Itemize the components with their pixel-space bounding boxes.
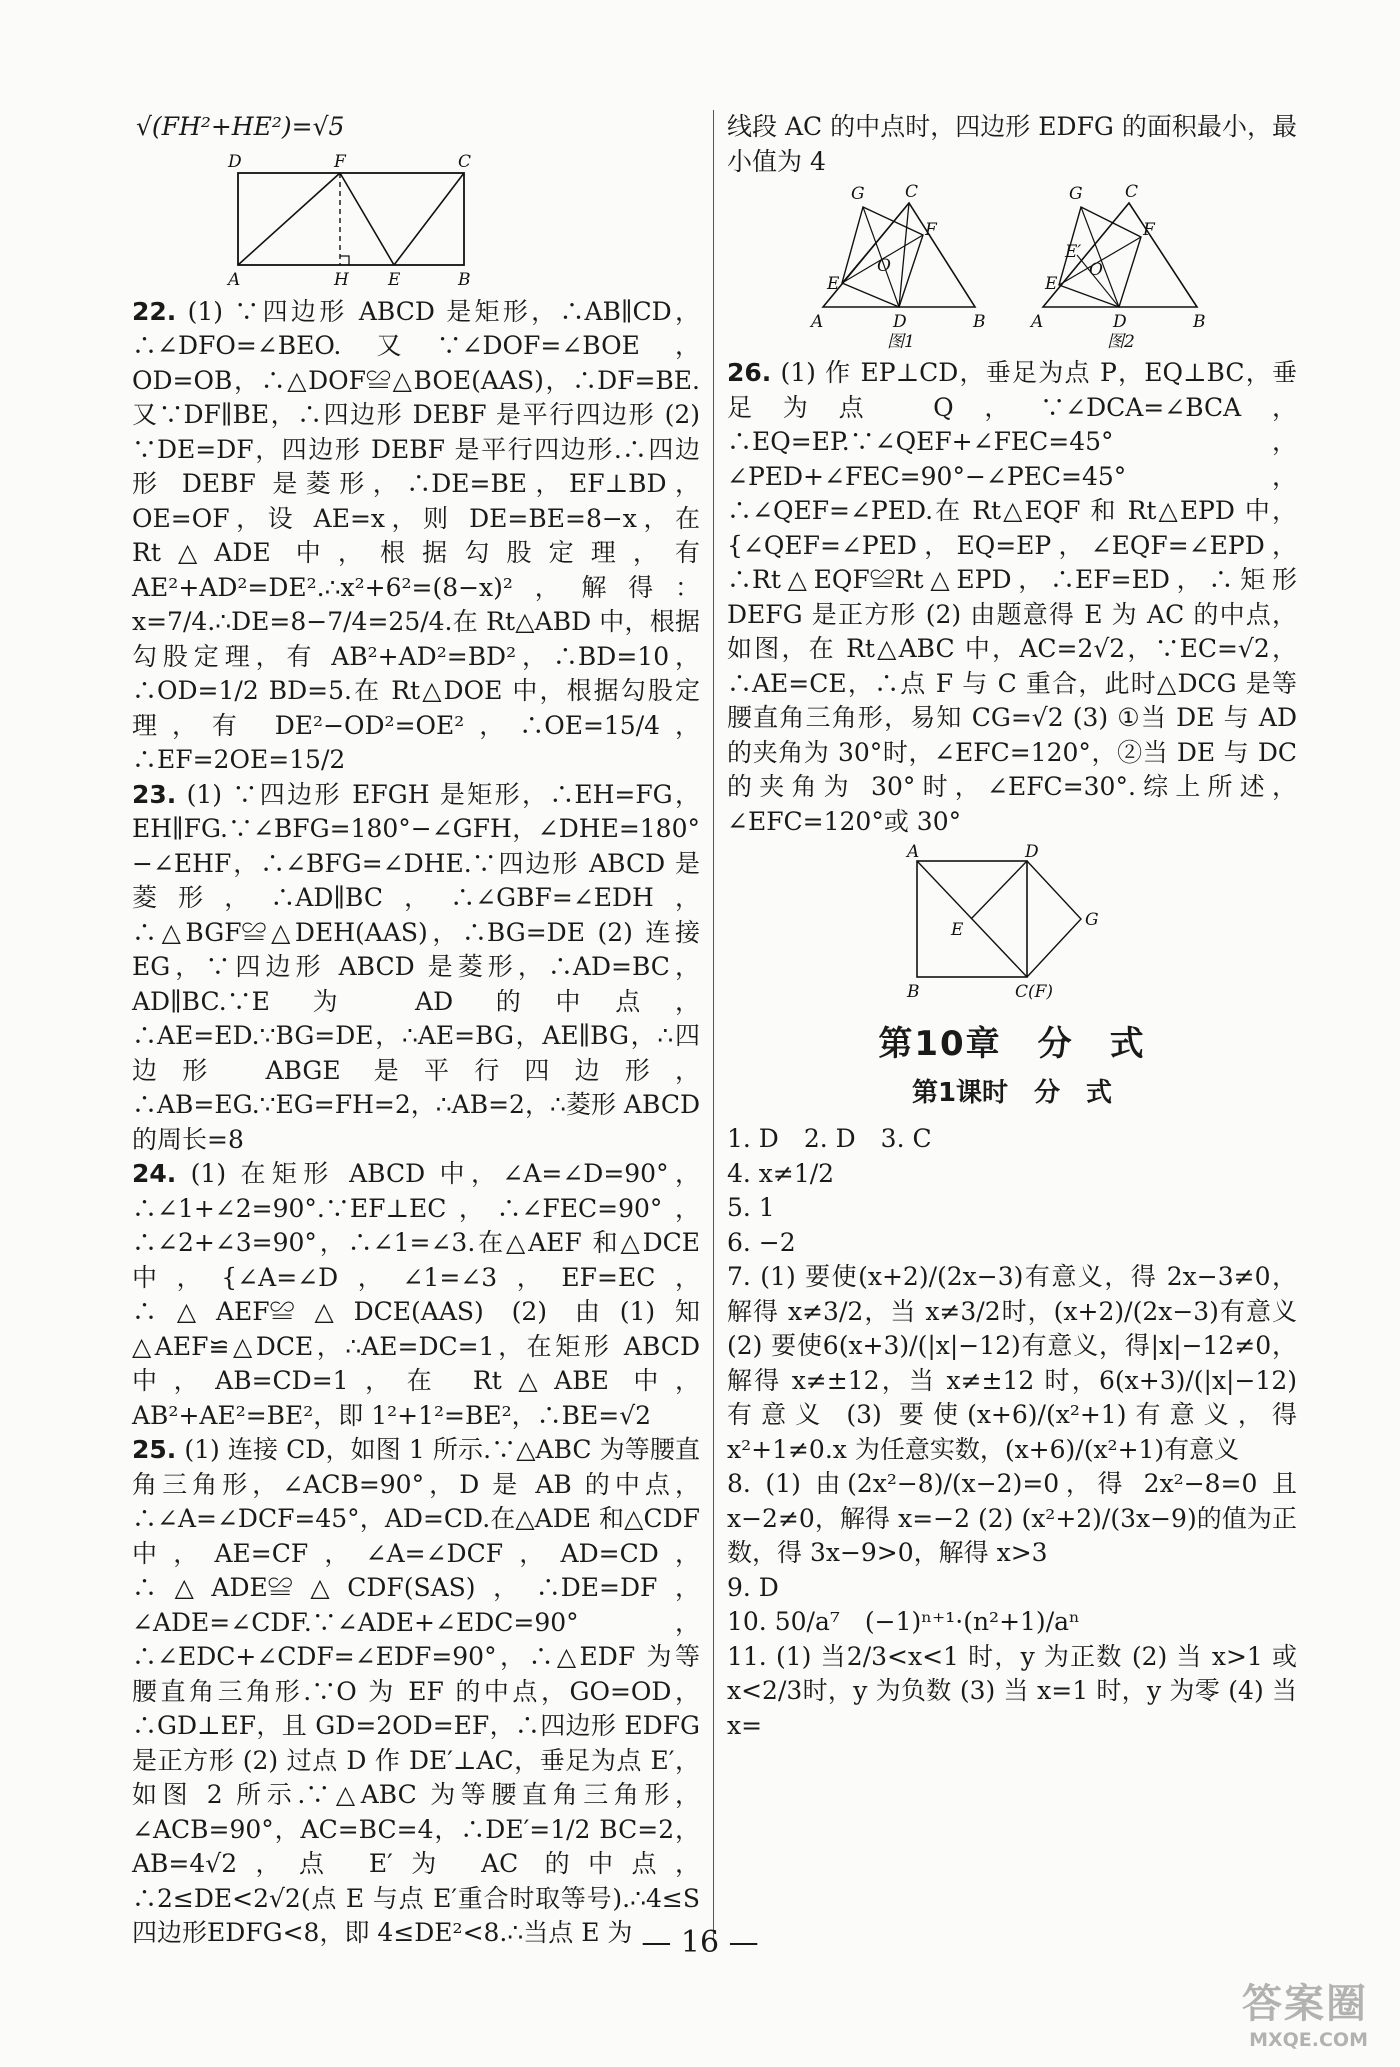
fig2-label-E-prime: E′ [1065,242,1082,262]
top-formula: √(FH²+HE²)=√5 [136,112,345,141]
answer-9: 9. D [727,1572,779,1602]
fig1-label-G: G [851,184,865,204]
right-column [727,110,1297,1743]
left-column [132,110,700,1951]
fig2-label-D: D [1113,312,1127,332]
fig3-label-G: G [1085,910,1099,930]
problem-23: 23. (1) ∵四边形 EFGH 是矩形，∴EH=FG，EH∥FG.∵∠BFG=180°−∠GFH，∠DHE=180°−∠EHF，∴∠BFG=∠DHE.∵四边形 ABCD 是菱形，∴AD∥BC，∴∠GBF=∠EDH，∴△BGF≌△DEH(AAS)，∴BG=DE (2) 连接 EG，∵四边形 ABCD 是菱形，∴AD=BC，AD∥BC.∵E 为 AD 的中点，∴AE=ED.∵BG=DE，∴AE=BG，AE∥BG，∴四边形 ABGE 是平行四边形，∴AB=EG.∵EG=FH=2，∴AB=2，∴菱形 ABCD 的周长=8 [132,779,701,1154]
fig2-label-F: F [1143,220,1155,240]
lesson-title: 第1课时 分 式 [911,1077,1113,1108]
label-H: H [334,269,349,290]
fig1-label-A: A [811,312,824,332]
answer-10: 10. 50/a⁷ (−1)ⁿ⁺¹·(n²+1)/aⁿ [727,1607,1080,1636]
label-B: B [458,269,471,290]
label-D: D [228,151,242,172]
problem-25-continuation: 线段 AC 的中点时，四边形 EDFG 的面积最小，最小值为 4 [727,112,1297,176]
column-divider [713,110,714,1940]
fig3-label-E: E [951,920,964,940]
answer-1-3: 1. D 2. D 3. C [727,1124,932,1153]
watermark-logo [1242,1972,1368,2051]
fig1-label-E: E [827,274,840,294]
fig2-label-O: O [1089,260,1103,280]
answer-4: 4. x≠1/2 [727,1158,835,1188]
fig1-caption: 图1 [887,332,915,352]
chapter-title: 第10章 分 式 [878,1024,1146,1064]
fig1-label-B: B [973,312,986,332]
fig2-label-G: G [1069,184,1083,204]
answer-7: 7. (1) 要使(x+2)/(2x−3)有意义，得 2x−3≠0，解得 x≠3/2，当 x≠3/2时，(x+2)/(2x−3)有意义 (2) 要使6(x+3)/(|x|−12)有意义，得|x|−12≠0，解得 x≠±12，当 x≠±12 时，6(x+3)/(|x|−12)有意义 (3) 要使(x+6)/(x²+1)有意义，得 x²+1≠0.x 为任意实数，(x+6)/(x²+1)有意义 [727,1262,1297,1464]
fig1-label-O: O [877,256,891,276]
fig1-label-F: F [925,220,937,240]
rectangle-figure [208,151,508,289]
answer-8: 8. (1) 由(2x²−8)/(x−2)=0，得 2x²−8=0 且 x−2≠0，解得 x=−2 (2) (x²+2)/(3x−9)的值为正数，得 3x−9>0，解得 x>3 [727,1469,1297,1567]
fig1-label-D: D [893,312,907,332]
watermark-url: MXQE.COM [1249,2029,1368,2051]
fig3-label-A: A [907,842,920,862]
fig2-label-C: C [1125,182,1139,202]
fig2-label-B: B [1193,312,1206,332]
label-A: A [228,269,241,290]
figure-1 [809,182,986,352]
fig1-label-C: C [905,182,919,202]
problem-25: 25. (1) 连接 CD，如图 1 所示.∵△ABC 为等腰直角三角形，∠ACB=90°，D 是 AB 的中点，∴∠A=∠DCF=45°，AD=CD.在△ADE 和△CDF 中，AE=CF，∠A=∠DCF，AD=CD，∴△ADE≌△CDF(SAS)，∴DE=DF，∠ADE=∠CDF.∵∠ADE+∠EDC=90°，∴∠EDC+∠CDF=∠EDF=90°，∴△EDF 为等腰直角三角形.∵O 为 EF 的中点，GO=OD，∴GD⊥EF，且 GD=2OD=EF，∴四边形 EDFG 是正方形 (2) 过点 D 作 DE′⊥AC，垂足为点 E′，如图 2 所示.∵△ABC 为等腰直角三角形，∠ACB=90°，AC=BC=4，∴DE′=1/2 BC=2，AB=4√2，点 E′为 AC 的中点，∴2≤DE<2√2(点 E 与点 E′重合时取等号).∴4≤S四边形EDFG<8，即 4≤DE²<8.∴当点 E 为 [132,1435,700,1947]
answer-11: 11. (1) 当2/3<x<1 时，y 为正数 (2) 当 x>1 或 x<2/3时，y 为负数 (3) 当 x=1 时，y 为零 (4) 当x= [727,1641,1297,1740]
fig3-label-D: D [1025,842,1039,862]
fig3-label-B: B [907,982,920,1002]
watermark-text: 答案圈 [1242,1981,1368,2027]
problem-24: 24. (1) 在矩形 ABCD 中，∠A=∠D=90°，∴∠1+∠2=90°.∵EF⊥EC，∴∠FEC=90°，∴∠2+∠3=90°，∴∠1=∠3.在△AEF 和△DCE 中，{∠A=∠D，∠1=∠3，EF=EC，∴△AEF≌△DCE(AAS) (2) 由(1)知△AEF≌△DCE，∴AE=DC=1，在矩形 ABCD 中，AB=CD=1，在 Rt△ABE 中，AB²+AE²=BE²，即 1²+1²=BE²，∴BE=√2 [132,1159,700,1430]
answer-6: 6. −2 [727,1227,796,1257]
problem-22: 22. (1) ∵四边形 ABCD 是矩形，∴AB∥CD，∴∠DFO=∠BEO.又∵∠DOF=∠BOE，OD=OB，∴△DOF≌△BOE(AAS)，∴DF=BE.又∵DF∥BE，∴四边形 DEBF 是平行四边形 (2) ∵DE=DF，四边形 DEBF 是平行四边形.∴四边形 DEBF 是菱形，∴DE=BE，EF⊥BD，OE=OF，设 AE=x，则 DE=BE=8−x，在 Rt△ADE 中，根据勾股定理，有 AE²+AD²=DE².∴x²+6²=(8−x)²，解得：x=7/4.∴DE=8−7/4=25/4.在 Rt△ABD 中，根据勾股定理，有 AB²+AD²=BD²，∴BD=10，∴OD=1/2 BD=5.在 Rt△DOE 中，根据勾股定理，有 DE²−OD²=OE²，∴OE=15/4，∴EF=2OE=15/2 [132,296,700,774]
figure-2 [1029,182,1206,352]
fig3-label-CF: C(F) [1015,982,1054,1002]
fig2-caption: 图2 [1107,332,1135,352]
page-number: — 16 — [641,1925,759,1960]
fig2-label-A: A [1031,312,1044,332]
label-E: E [388,269,401,290]
figure-pair [807,182,1247,352]
label-F: F [334,151,346,172]
fig2-label-E: E [1045,274,1058,294]
square-figure [877,842,1099,1005]
problem-26: 26. (1) 作 EP⊥CD，垂足为点 P，EQ⊥BC，垂足为点 Q，∵∠DCA=∠BCA，∴EQ=EP.∵∠QEF+∠FEC=45°，∠PED+∠FEC=90°−∠PEC=45°，∴∠QEF=∠PED.在 Rt△EQF 和 Rt△EPD 中，{∠QEF=∠PED，EQ=EP，∠EQF=∠EPD，∴Rt△EQF≌Rt△EPD，∴EF=ED，∴矩形 DEFG 是正方形 (2) 由题意得 E 为 AC 的中点，如图，在 Rt△ABC 中，AC=2√2，∵EC=√2，∴AE=CE，∴点 F 与 C 重合，此时△DCG 是等腰直角三角形，易知 CG=√2 (3) ①当 DE 与 AD 的夹角为 30°时，∠EFC=120°，②当 DE 与 DC 的夹角为 30°时，∠EFC=30°.综上所述，∠EFC=120°或 30° [727,358,1297,836]
label-C: C [458,151,472,172]
answer-5: 5. 1 [727,1193,775,1222]
